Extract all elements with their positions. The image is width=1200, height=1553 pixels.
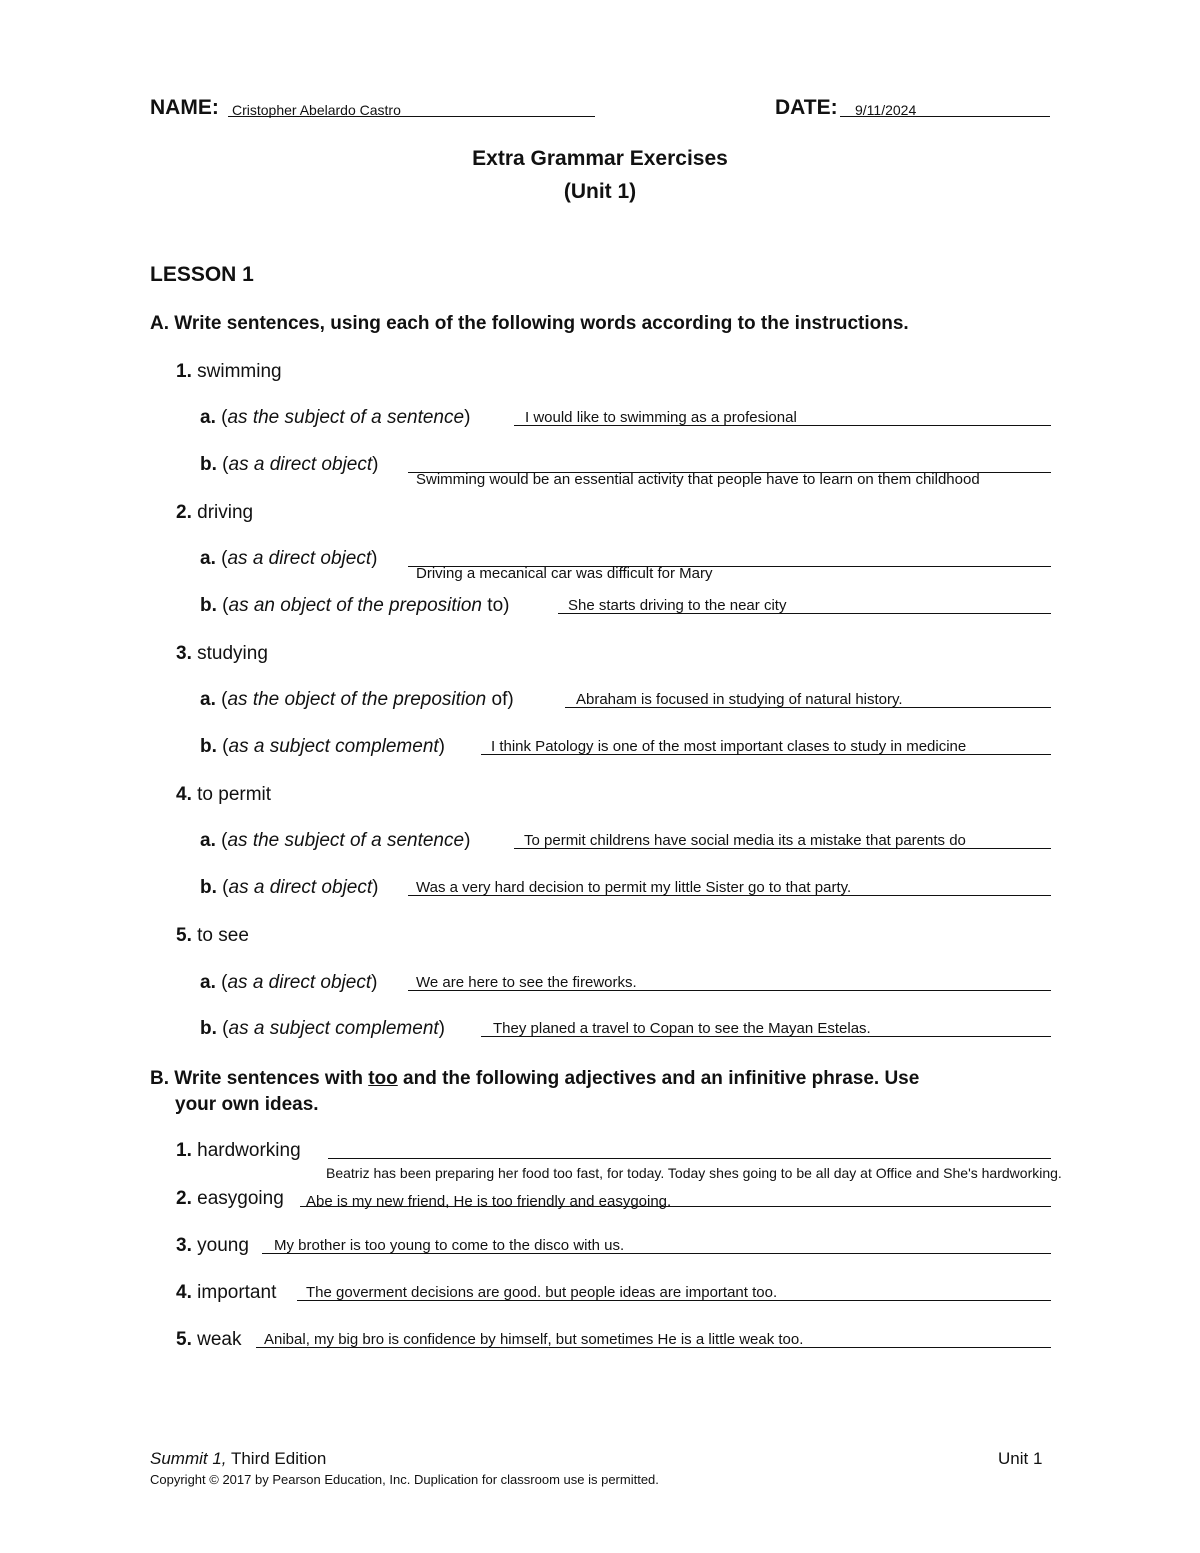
name-value[interactable]: Cristopher Abelardo Castro bbox=[232, 102, 401, 118]
b-1-line bbox=[328, 1158, 1051, 1159]
section-b-instruction: B. Write sentences with too and the following adjectives and an infinitive phrase. Use bbox=[150, 1068, 920, 1089]
a-4a-answer[interactable]: To permit childrens have social media its a mistake that parents do bbox=[524, 832, 966, 849]
a-4a-prompt: a. (as the subject of a sentence) bbox=[200, 830, 471, 851]
a-3b-answer[interactable]: I think Patology is one of the most important clases to study in medicine bbox=[491, 738, 967, 755]
b-item-1: 1. hardworking bbox=[176, 1140, 301, 1161]
a-item-3: 3. studying bbox=[176, 643, 268, 664]
b-3-answer[interactable]: My brother is too young to come to the disco with us. bbox=[274, 1237, 625, 1254]
section-a-instruction: A. Write sentences, using each of the following words according to the instructions. bbox=[150, 313, 909, 334]
b-item-4: 4. important bbox=[176, 1282, 277, 1303]
a-5a-prompt: a. (as a direct object) bbox=[200, 972, 378, 993]
section-b-instruction-line2: your own ideas. bbox=[175, 1094, 319, 1115]
a-3b-prompt: b. (as a subject complement) bbox=[200, 736, 445, 757]
a-4b-prompt: b. (as a direct object) bbox=[200, 877, 379, 898]
b-2-answer[interactable]: Abe is my new friend, He is too friendly and easygoing. bbox=[306, 1193, 672, 1210]
a-4b-answer[interactable]: Was a very hard decision to permit my little Sister go to that party. bbox=[416, 879, 852, 896]
a-3a-answer[interactable]: Abraham is focused in studying of natural history. bbox=[576, 691, 903, 708]
date-value[interactable]: 9/11/2024 bbox=[855, 102, 917, 118]
worksheet-title: Extra Grammar Exercises bbox=[472, 147, 728, 170]
a-3a-prompt: a. (as the object of the preposition of) bbox=[200, 689, 514, 710]
a-item-5: 5. to see bbox=[176, 925, 249, 946]
a-1b-prompt: b. (as a direct object) bbox=[200, 454, 379, 475]
footer-book-title: Summit 1, Third Edition bbox=[150, 1449, 327, 1468]
a-5b-prompt: b. (as a subject complement) bbox=[200, 1018, 445, 1039]
a-1b-answer[interactable]: Swimming would be an essential activity that people have to learn on them childhood bbox=[416, 471, 980, 488]
a-2b-prompt: b. (as an object of the preposition to) bbox=[200, 595, 510, 616]
a-item-1: 1. swimming bbox=[176, 361, 282, 382]
a-2b-answer[interactable]: She starts driving to the near city bbox=[568, 597, 787, 614]
a-1a-prompt: a. (as the subject of a sentence) bbox=[200, 407, 471, 428]
date-label: DATE: bbox=[775, 96, 838, 119]
b-item-3: 3. young bbox=[176, 1235, 249, 1256]
b-item-2: 2. easygoing bbox=[176, 1188, 284, 1209]
a-item-2: 2. driving bbox=[176, 502, 254, 523]
b-1-answer[interactable]: Beatriz has been preparing her food too fast, for today. Today shes going to be all day at Office and She's hardworking. bbox=[326, 1165, 1062, 1181]
b-5-answer[interactable]: Anibal, my big bro is confidence by himself, but sometimes He is a little weak too. bbox=[264, 1331, 804, 1348]
lesson-heading: LESSON 1 bbox=[150, 263, 254, 286]
a-2a-prompt: a. (as a direct object) bbox=[200, 548, 378, 569]
a-1a-answer[interactable]: I would like to swimming as a profesional bbox=[525, 409, 797, 426]
worksheet-subtitle: (Unit 1) bbox=[563, 180, 637, 203]
footer-copyright: Copyright © 2017 by Pearson Education, Inc. Duplication for classroom use is permitted. bbox=[150, 1472, 659, 1487]
a-item-4: 4. to permit bbox=[176, 784, 272, 805]
a-5b-answer[interactable]: They planed a travel to Copan to see the Mayan Estelas. bbox=[493, 1020, 871, 1037]
b-4-answer[interactable]: The goverment decisions are good. but people ideas are important too. bbox=[306, 1284, 778, 1301]
b-item-5: 5. weak bbox=[176, 1329, 242, 1350]
footer-unit: Unit 1 bbox=[998, 1449, 1043, 1468]
a-5a-answer[interactable]: We are here to see the fireworks. bbox=[416, 974, 637, 991]
name-label: NAME: bbox=[150, 96, 219, 119]
a-2a-answer[interactable]: Driving a mecanical car was difficult for Mary bbox=[416, 565, 713, 582]
